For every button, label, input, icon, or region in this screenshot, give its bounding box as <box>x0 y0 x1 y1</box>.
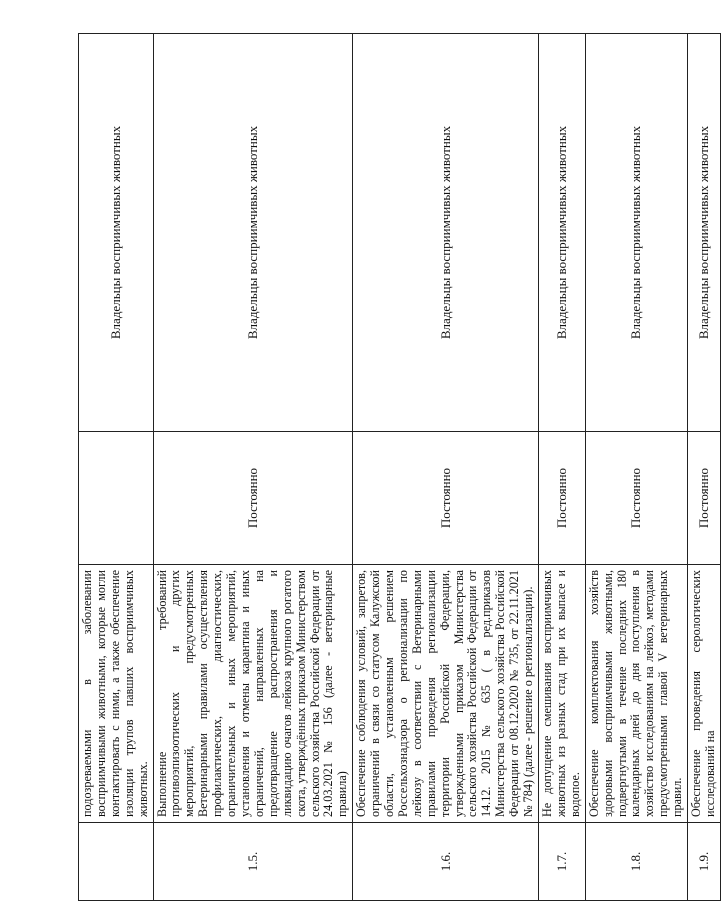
measure-term: Постоянно <box>539 432 586 565</box>
measures-table <box>78 33 721 901</box>
measure-term <box>79 432 154 565</box>
measure-responsible: Владельцы восприимчивых животных <box>585 34 687 432</box>
measure-description: Обеспечение соблюдения условий, запретов, ограничений в связи со статусом Калужской области, установленным решением Россельхознадзора о регионализации по лейкозу в соответствии с Ветеринарными правилами проведения регионализации территории Российской Федерации, утвержденными приказом Министерства сельского хозяйства Российской Федерации от 14.12. 2015 № 635 ( в ред.приказов Министерства сельского хозяйства Российской Федерации от 08.12.2020 № 735, от 22.11.2021 № 784) (далее - решение о регионализации). <box>353 565 539 823</box>
row-number: 1.5. <box>153 823 353 901</box>
table-row <box>688 34 721 901</box>
measure-responsible: Владельцы восприимчивых животных <box>688 34 721 432</box>
measure-description: Выполнение требований противоэпизоотических и других мероприятий, предусмотренных Ветеринарными правилами осуществления профилактических, диагностических, ограничительных и иных мероприятий, установления и отмены карантина и иных ограничений, направленных на предотвращение распространения и ликвидацию очагов лейкоза крупного рогатого скота, утверждённых приказом Министерством сельского хозяйства Российской Федерации от 24.03.2021 № 156 (далее - ветеринарные правила) <box>153 565 353 823</box>
measure-term: Постоянно <box>153 432 353 565</box>
measure-description: Обеспечение проведения серологических исследований на <box>688 565 721 823</box>
row-number: 1.8. <box>585 823 687 901</box>
measure-term: Постоянно <box>688 432 721 565</box>
measure-term: Постоянно <box>353 432 539 565</box>
measure-responsible: Владельцы восприимчивых животных <box>539 34 586 432</box>
measure-responsible: Владельцы восприимчивых животных <box>153 34 353 432</box>
table-row <box>585 34 687 901</box>
measure-responsible: Владельцы восприимчивых животных <box>79 34 154 432</box>
measure-term: Постоянно <box>585 432 687 565</box>
measure-description: Не допущение смешивания восприимчивых животных из разных стад при их выпасе и водопое. <box>539 565 586 823</box>
row-number: 1.6. <box>353 823 539 901</box>
table-row <box>79 34 154 901</box>
row-number <box>79 823 154 901</box>
table-row <box>353 34 539 901</box>
row-number: 1.7. <box>539 823 586 901</box>
measure-description: подозреваемыми в заболевании восприимчивыми животными, которые могли контактировать с ними, а также обеспечение изоляции трупов павших восприимчивых животных. <box>79 565 154 823</box>
measure-responsible: Владельцы восприимчивых животных <box>353 34 539 432</box>
row-number: 1.9. <box>688 823 721 901</box>
measure-description: Обеспечение комплектования хозяйств здоровыми восприимчивыми животными, подвергнутыми в течение последних 180 календарных дней до дня поступления в хозяйство исследованиям на лейкоз, методами предусмотренными главой V ветеринарных правил. <box>585 565 687 823</box>
table-row <box>153 34 353 901</box>
table-row <box>539 34 586 901</box>
